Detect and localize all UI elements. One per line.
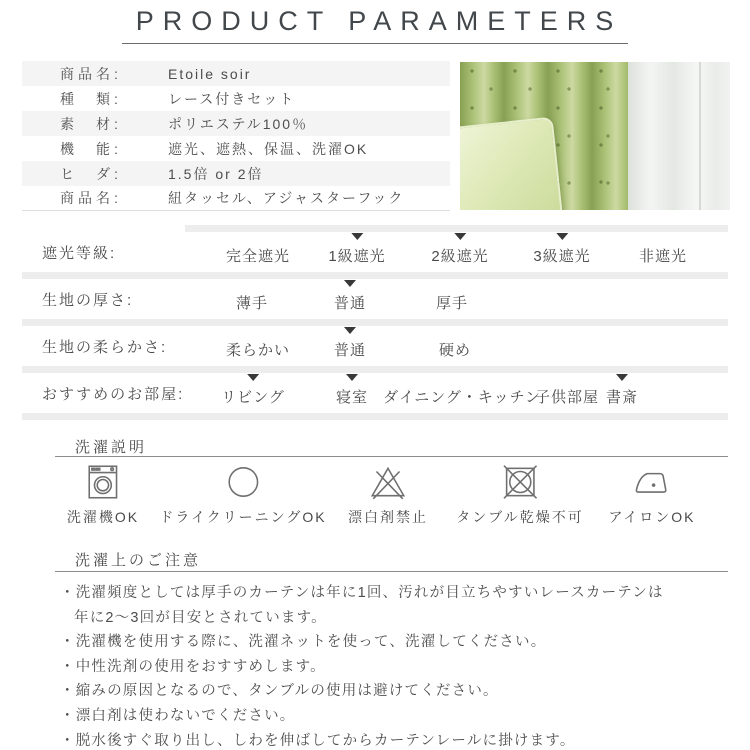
scale-option: 普通 bbox=[334, 279, 366, 319]
row-label: 種 類: bbox=[60, 90, 122, 107]
table-row bbox=[22, 161, 450, 186]
table-row bbox=[22, 61, 450, 86]
note-line: ・漂白剤は使わないでください。 bbox=[60, 707, 296, 724]
no-bleach-icon bbox=[367, 461, 409, 503]
note-line: ・洗濯機を使用する際に、洗濯ネットを使って、洗濯してください。 bbox=[60, 634, 547, 651]
marker-arrow-icon bbox=[346, 374, 358, 381]
table-row bbox=[22, 86, 450, 111]
row-label: 素 材: bbox=[60, 115, 122, 132]
divider-strip bbox=[185, 225, 728, 232]
washing-machine-icon bbox=[82, 461, 124, 503]
scale-option: 寝室 bbox=[336, 373, 368, 413]
scale-options bbox=[185, 279, 728, 319]
section-divider bbox=[55, 571, 728, 572]
marker-arrow-icon bbox=[556, 233, 568, 240]
scale-option: 3級遮光 bbox=[533, 232, 590, 272]
marker-arrow-icon bbox=[351, 233, 363, 240]
note-line: 年に2～3回が目安とされています。 bbox=[74, 609, 327, 626]
divider-strip bbox=[22, 319, 728, 326]
note-line: ・洗濯頻度としては厚手のカーテンは年に1回、汚れが目立ちやすいレースカーテンは bbox=[60, 585, 664, 601]
scale-option: 薄手 bbox=[235, 295, 269, 312]
note-line: ・縮みの原因となるので、タンブルの使用は避けてください。 bbox=[60, 683, 499, 700]
page-header bbox=[0, 6, 750, 44]
table-row bbox=[22, 186, 450, 211]
row-label: 商品名: bbox=[60, 65, 122, 82]
product-spec-table bbox=[22, 61, 450, 211]
scale-option: 子供部屋 bbox=[534, 389, 600, 406]
pillow bbox=[460, 117, 563, 210]
table-row bbox=[22, 111, 450, 136]
rating-scales bbox=[22, 225, 728, 420]
scale-options bbox=[185, 373, 728, 413]
marker-arrow-icon bbox=[616, 374, 628, 381]
table-row bbox=[22, 136, 450, 161]
scale-option: ダイニング・キッチン bbox=[383, 389, 541, 406]
row-value: レース付きセット bbox=[168, 90, 296, 107]
marker-arrow-icon bbox=[454, 233, 466, 240]
marker-arrow-icon bbox=[344, 327, 356, 334]
washing-symbol: 洗濯機OK bbox=[67, 461, 139, 527]
dry-cleaning-circle-icon bbox=[222, 461, 264, 503]
divider-strip bbox=[22, 413, 728, 420]
scale-options bbox=[185, 232, 728, 272]
row-value: Etoile soir bbox=[168, 65, 252, 82]
washing-symbols bbox=[0, 461, 750, 531]
washing-symbol: ドライクリーニングOK bbox=[159, 461, 326, 527]
scale-row-softness bbox=[22, 326, 728, 366]
scale-option: 2級遮光 bbox=[431, 232, 488, 272]
scale-label: 遮光等級: bbox=[42, 244, 117, 262]
scale-row-thickness bbox=[22, 279, 728, 319]
scale-option: 普通 bbox=[334, 326, 366, 366]
washing-section-heading: 洗濯説明 bbox=[75, 439, 148, 456]
section-divider bbox=[55, 456, 728, 457]
divider-strip bbox=[22, 366, 728, 373]
marker-arrow-icon bbox=[247, 374, 259, 381]
row-label: 商品名: bbox=[60, 190, 122, 206]
scale-option: 書斎 bbox=[606, 373, 638, 413]
scale-option: 非遮光 bbox=[638, 248, 688, 265]
marker-arrow-icon bbox=[344, 280, 356, 287]
page-title: PRODUCT PARAMETERS bbox=[122, 6, 629, 44]
no-tumble-dry-icon bbox=[499, 461, 541, 503]
washing-symbol: タンブル乾燥不可 bbox=[456, 461, 583, 527]
scale-row-shading bbox=[22, 232, 728, 272]
washing-symbol: 漂白剤禁止 bbox=[348, 461, 428, 527]
notes-section-heading: 洗濯上のご注意 bbox=[75, 552, 202, 569]
scale-option: 柔らかい bbox=[225, 342, 291, 359]
scale-label: 生地の厚さ: bbox=[42, 291, 134, 309]
row-value: ポリエステル100％ bbox=[168, 115, 309, 132]
row-value: 1.5倍 or 2倍 bbox=[168, 165, 264, 182]
scale-option: 厚手 bbox=[435, 295, 469, 312]
washing-notes-list bbox=[60, 581, 730, 750]
note-line: ・中性洗剤の使用をおすすめします。 bbox=[60, 658, 326, 675]
scale-label: 生地の柔らかさ: bbox=[42, 338, 168, 356]
scale-option: 完全遮光 bbox=[225, 248, 291, 265]
product-photo bbox=[460, 62, 730, 210]
lace-curtain bbox=[628, 62, 730, 210]
row-value: 遮光、遮熱、保温、洗濯OK bbox=[168, 140, 369, 157]
scale-label: おすすめのお部屋: bbox=[42, 385, 185, 403]
row-label: ヒ ダ: bbox=[60, 165, 122, 182]
divider-strip bbox=[22, 272, 728, 279]
row-value: 紐タッセル、アジャスターフック bbox=[168, 190, 405, 206]
scale-option: 1級遮光 bbox=[328, 232, 385, 272]
washing-symbol: アイロンOK bbox=[609, 461, 696, 527]
scale-row-rooms bbox=[22, 373, 728, 413]
scale-options bbox=[185, 326, 728, 366]
note-line: ・脱水後すぐ取り出し、しわを伸ばしてからカーテンレールに掛けます。 bbox=[60, 732, 576, 749]
iron-ok-icon bbox=[631, 461, 673, 503]
row-label: 機 能: bbox=[60, 140, 122, 157]
scale-option: 硬め bbox=[438, 342, 472, 359]
scale-option: リビング bbox=[221, 373, 285, 413]
